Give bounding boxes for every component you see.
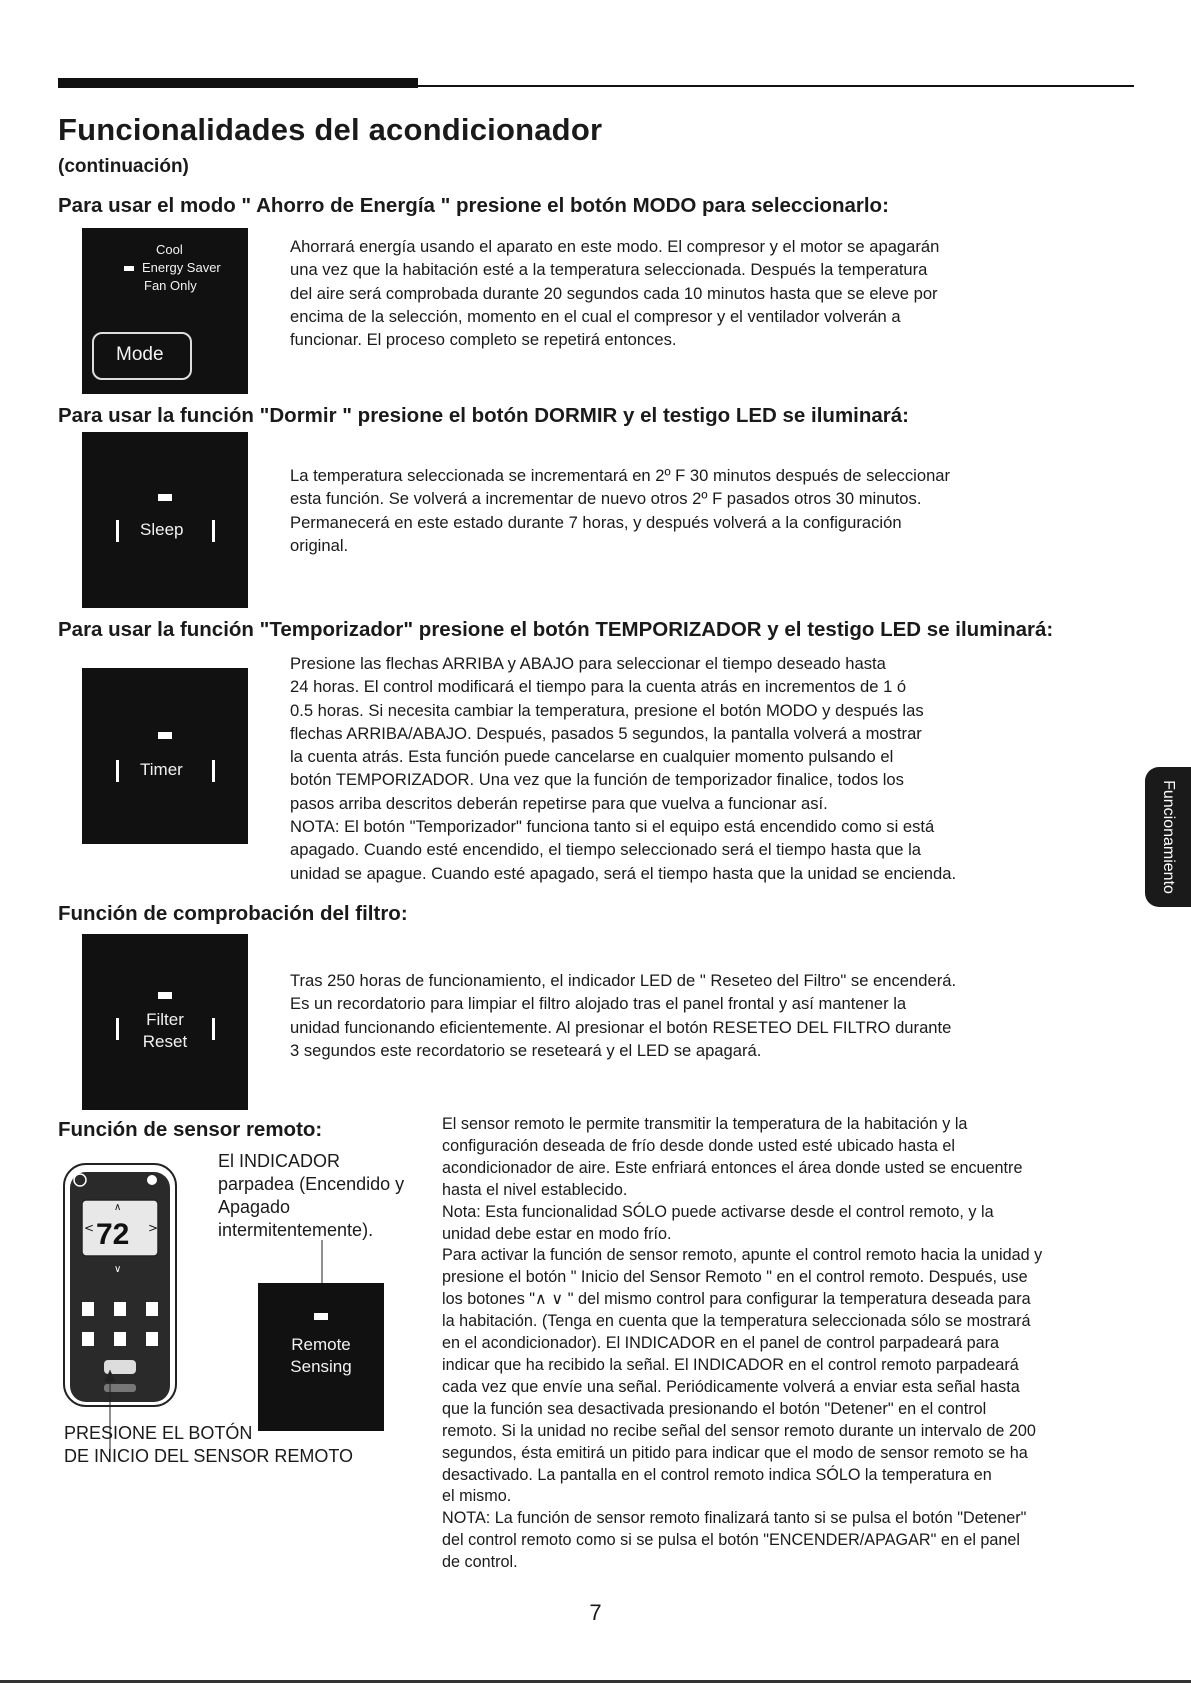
remote-control-svg [60, 1160, 180, 1410]
text-line: Es un recordatorio para limpiar el filtro alojado tras el panel frontal y así mantener la [290, 994, 907, 1014]
panel-timer-label: Timer [140, 760, 183, 779]
text-line: unidad debe estar en modo frío. [442, 1224, 672, 1243]
text-line: esta función. Se volverá a incrementar de nuevo otros 2º F pasados otros 30 minutos. [290, 489, 922, 509]
energy-saver-paragraph [290, 235, 939, 351]
text-line: pasos arriba descritos deberán repetirse para que vuelva a funcionar así. [290, 793, 828, 813]
text-line: Para activar la función de sensor remoto, apunte el control remoto hacia la unidad y [442, 1246, 1043, 1265]
panel-sensing-label: Sensing [290, 1357, 352, 1376]
header-rule-thin [418, 85, 1134, 87]
timer-led [158, 732, 172, 739]
panel-divider [212, 760, 215, 782]
text-line: NOTA: La función de sensor remoto finalizará tanto si se pulsa el botón "Detener" [442, 1509, 1027, 1528]
panel-filter-label: Filter [146, 1010, 184, 1029]
filter-heading: Función de comprobación del filtro: [58, 902, 408, 925]
page-number: 7 [589, 1600, 602, 1625]
text-line: una vez que la habitación esté a la temperatura seleccionada. Después la temperatura [290, 260, 928, 280]
timer-paragraph [290, 652, 956, 885]
text-line: Nota: Esta funcionalidad SÓLO puede activarse desde el control remoto, y la [442, 1202, 994, 1221]
text-line: Permanecerá en este estado durante 7 horas, y después volverá a la configuración [290, 512, 902, 532]
side-tab-label: Funcionamiento [1160, 780, 1177, 894]
panel-cool-label: Cool [156, 242, 183, 257]
text-line: cada vez que envíe una señal. Periódicamente volverá a enviar esta señal hasta [442, 1377, 1020, 1396]
panel-sleep-label: Sleep [140, 520, 184, 539]
header-rule-thick [58, 78, 418, 88]
text-line: 0.5 horas. Si necesita cambiar la temperatura, presione el botón MODO y después las [290, 700, 924, 720]
text-line: PRESIONE EL BOTÓN [64, 1423, 253, 1443]
text-line: de control. [442, 1553, 518, 1572]
panel-divider [116, 760, 119, 782]
section-side-tab [1145, 767, 1191, 907]
text-line: 3 segundos este recordatorio se reseteará y el LED se apagará. [290, 1040, 762, 1060]
text-line: el mismo. [442, 1487, 512, 1506]
panel-mode-label: Mode [116, 344, 164, 365]
svg-text:<: < [84, 1221, 95, 1235]
text-line: flechas ARRIBA/ABAJO. Después, pasados 5 segundos, la pantalla volverá a mostrar [290, 723, 922, 743]
text-line: unidad se apague. Cuando esté apagado, será el tiempo hasta que la unidad se encienda. [290, 863, 957, 883]
text-line: Ahorrará energía usando el aparato en este modo. El compresor y el motor se apagarán [290, 237, 940, 256]
text-line: hasta el nivel establecido. [442, 1180, 628, 1199]
svg-text:>: > [148, 1221, 159, 1235]
text-line: segundos, ésta emitirá un pitido para indicar que el modo de sensor remoto se ha [442, 1443, 1028, 1462]
text-line: la habitación. (Tenga en cuenta que la temperatura seleccionada sólo se mostrará [442, 1312, 1031, 1331]
sleep-heading: Para usar la función "Dormir " presione el botón DORMIR y el testigo LED se iluminará: [58, 404, 909, 427]
mode-button-outline [92, 332, 192, 380]
page-subtitle: (continuación) [58, 156, 189, 177]
sleep-panel-image [82, 432, 248, 608]
text-line: presione el botón " Inicio del Sensor Remoto " en el control remoto. Después, use [442, 1268, 1028, 1287]
remote-display-value: 72 [96, 1218, 130, 1251]
text-line: El sensor remoto le permite transmitir la temperatura de la habitación y la [442, 1115, 968, 1133]
svg-text:∧: ∧ [114, 1202, 122, 1213]
text-line: encima de la selección, momento en el cual el compresor y el ventilador volverán a [290, 306, 901, 326]
remote-control-illustration [60, 1160, 180, 1410]
text-line: los botones "∧ ∨ " del mismo control para configurar la temperatura deseada para [442, 1290, 1031, 1309]
panel-fan-only-label: Fan Only [144, 278, 197, 293]
panel-divider [116, 520, 119, 542]
text-line: La temperatura seleccionada se incrementará en 2º F 30 minutos después de seleccionar [290, 466, 951, 485]
panel-energy-saver-label: Energy Saver [142, 260, 221, 275]
remote-sensing-paragraph [442, 1114, 1042, 1574]
sleep-led [158, 494, 172, 501]
energy-saver-panel-image [82, 228, 248, 394]
energy-saver-led [124, 266, 134, 271]
text-line: botón TEMPORIZADOR. Una vez que la función de temporizador finalice, todos los [290, 770, 904, 790]
text-line: desactivado. La pantalla en el control remoto indica SÓLO la temperatura en [442, 1465, 992, 1484]
timer-panel-image [82, 668, 248, 844]
remote-sensing-panel-image [258, 1283, 384, 1431]
svg-text:∨: ∨ [114, 1264, 122, 1275]
text-line: Tras 250 horas de funcionamiento, el indicador LED de " Reseteo del Filtro" se encenderá. [290, 971, 957, 990]
text-line: del aire será comprobada durante 20 segundos cada 10 minutos hasta que se eleve por [290, 283, 938, 303]
text-line: parpadea (Encendido y [218, 1174, 405, 1194]
text-line: que la función sea desactivada presionando el botón "Detener" en el control [442, 1399, 987, 1418]
filter-led [158, 992, 172, 999]
text-line: en el acondicionador). El INDICADOR en el panel de control parpadeará para [442, 1334, 999, 1353]
panel-remote-label: Remote [291, 1335, 351, 1354]
remote-sensing-heading: Función de sensor remoto: [58, 1118, 323, 1141]
text-line: DE INICIO DEL SENSOR REMOTO [64, 1446, 354, 1466]
page-title: Funcionalidades del acondicionador [58, 112, 603, 147]
panel-reset-label: Reset [142, 1032, 188, 1051]
panel-divider [212, 1018, 215, 1040]
text-line: Presione las flechas ARRIBA y ABAJO para seleccionar el tiempo deseado hasta [290, 654, 886, 673]
text-line: 24 horas. El control modificará el tiempo para la cuenta atrás en incrementos de 1 ó [290, 677, 907, 697]
text-line: la cuenta atrás. Esta función puede cancelarse en cualquier momento pulsando el [290, 747, 894, 767]
text-line: unidad funcionando eficientemente. Al presionar el botón RESETEO DEL FILTRO durante [290, 1017, 952, 1037]
timer-heading: Para usar la función "Temporizador" presione el botón TEMPORIZADOR y el testigo LED se iluminará: [58, 618, 1054, 641]
text-line: configuración deseada de frío desde donde usted esté ubicado hasta el [442, 1136, 955, 1155]
text-line: original. [290, 535, 349, 555]
text-line: Apagado [218, 1197, 291, 1217]
text-line: acondicionador de aire. Este enfriará entonces el área donde usted se encuentre [442, 1158, 1023, 1177]
text-line: indicar que ha recibido la señal. El INDICADOR en el control remoto parpadeará [442, 1355, 1019, 1374]
text-line: funcionar. El proceso completo se repetirá entonces. [290, 330, 677, 350]
indicator-caption [218, 1150, 404, 1242]
filter-panel-image [82, 934, 248, 1110]
text-line: intermitentemente). [218, 1220, 374, 1240]
text-line: del control remoto como si se pulsa el botón "ENCENDER/APAGAR" en el panel [442, 1531, 1021, 1550]
panel-divider [212, 520, 215, 542]
energy-saver-heading: Para usar el modo " Ahorro de Energía " presione el botón MODO para seleccionarlo: [58, 194, 889, 217]
text-line: NOTA: El botón "Temporizador" funciona tanto si el equipo está encendido como si está [290, 817, 935, 837]
text-line: apagado. Cuando esté encendido, el tiempo seleccionado será el tiempo hasta que la [290, 840, 921, 860]
sleep-paragraph [290, 464, 950, 557]
text-line: El INDICADOR [218, 1151, 341, 1171]
filter-paragraph [290, 969, 956, 1062]
remote-sensing-led [314, 1313, 328, 1320]
panel-divider [116, 1018, 119, 1040]
text-line: remoto. Si la unidad no recibe señal del sensor remoto durante un intervalo de 200 [442, 1421, 1036, 1440]
